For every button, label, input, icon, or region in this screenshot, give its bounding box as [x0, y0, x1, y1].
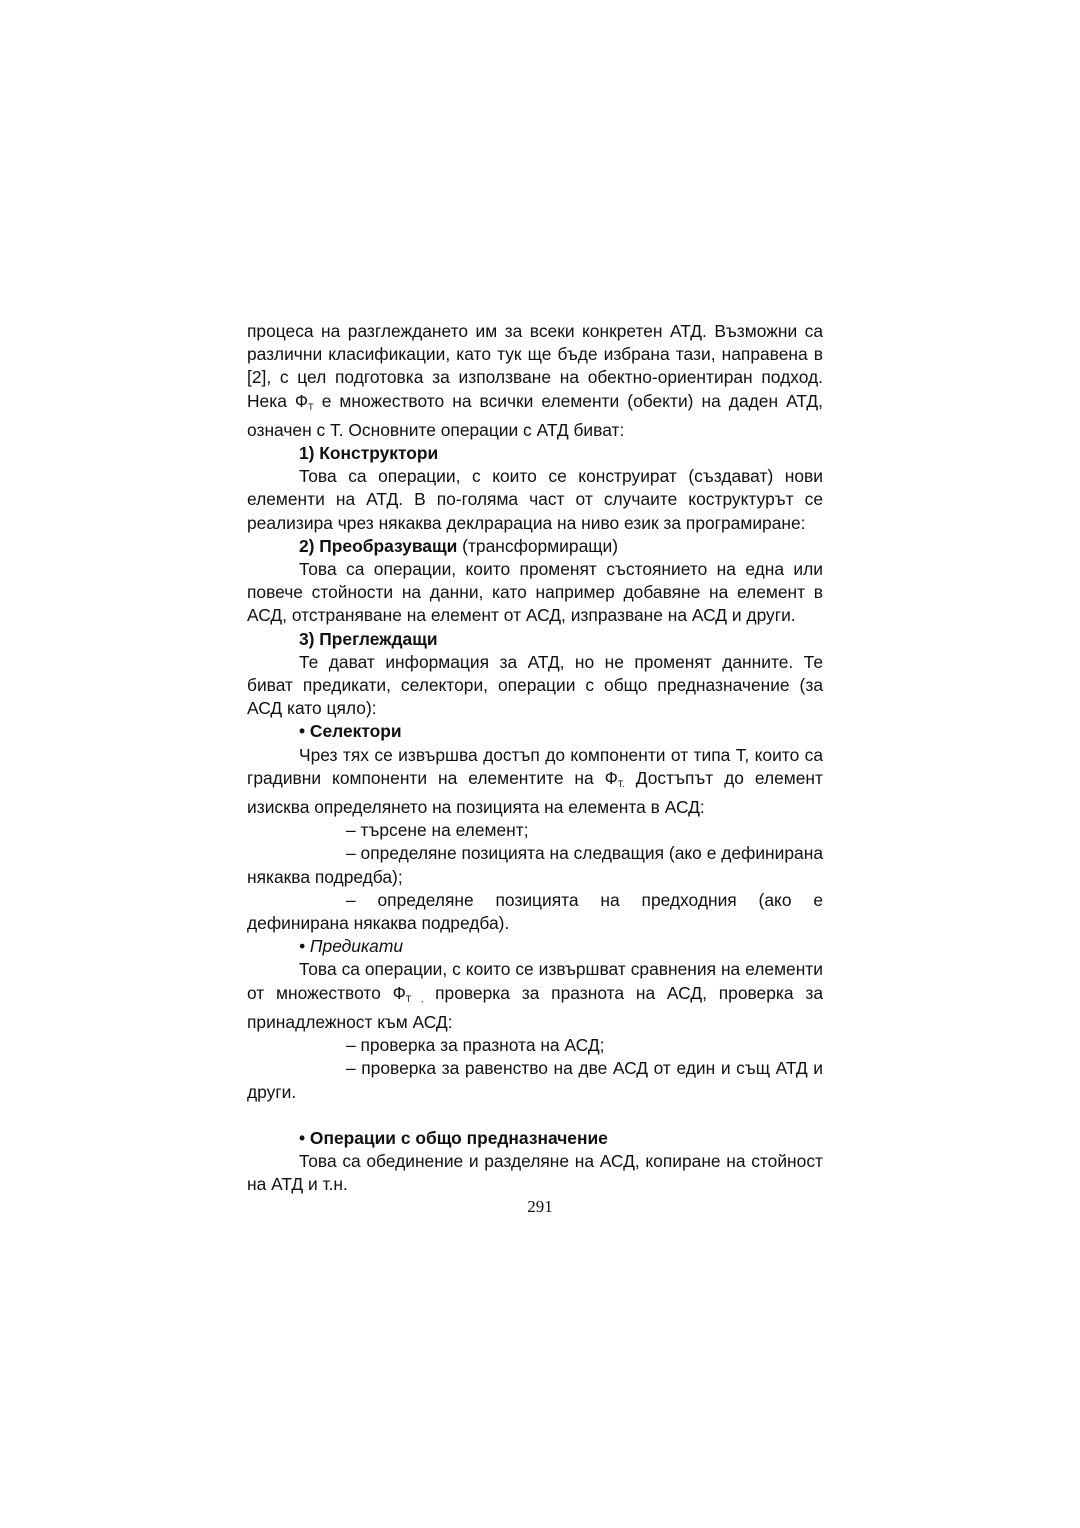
heading-constructors: 1) Конструктори [299, 443, 439, 464]
paragraph-selectors: Чрез тях се извършва достъп до компоненти от типа Т, които са градивни компоненти на елементите на $Ф_{Т.}$ Достъпът до елемент изисква определянето на позицията на елемента в АСД: [247, 744, 823, 818]
spacer [247, 1104, 823, 1127]
paragraph-general-operations: Това са обединение и разделяне на АСД, копиране на стойност на АТД и т.н. [247, 1150, 823, 1195]
page-number: 291 [527, 1197, 553, 1216]
list-item: – определяне позицията на предходния (ако е дефинирана някаква подредба). [247, 889, 823, 934]
subscript: Т , [405, 993, 424, 1004]
paragraph-transformers: Това са операции, които променят състоянието на една или повече стойности на данни, като например добавяне на елемент в АСД, отстраняване на елемент от АСД, изпразване на АСД и други. [247, 559, 823, 626]
paragraph-constructors: Това са операции, с които се конструират (създават) нови елементи на АТД. В по-голяма част от случаите коструктурът се реализира чрез някаква деклрарациа на ниво език за програмиране: [247, 466, 823, 533]
paragraph-observers: Те дават информация за АТД, но не променят данните. Те биват предикати, селектори, операции с общо предназначение (за АСД като цяло): [247, 651, 823, 719]
text-block [247, 320, 823, 1196]
heading-observers: 3) Преглеждащи [299, 628, 438, 649]
list-item: – проверка за празнота на АСД; [346, 1035, 605, 1056]
heading-transformers: 2) Преобразуващи (трансформиращи) [299, 535, 619, 556]
subscript: Т [308, 401, 314, 412]
heading-predicates: • Предикати [299, 936, 403, 957]
list-item: – търсене на елемент; [346, 820, 529, 841]
heading-selectors: • Селектори [299, 721, 402, 742]
list-item: – определяне позицията на следващия (ако е дефинирана някаква подредба); [247, 843, 823, 887]
paragraph-predicates: Това са операции, с които се извършват сравнения на елементи от множеството $Ф_{Т ,}$ проверка за празнота на АСД, проверка за принадлежност към АСД: [247, 959, 823, 1032]
list-item: – проверка за равенство на две АСД от един и същ АТД и други. [247, 1058, 823, 1102]
heading-general-operations: • Операции с общо предназначение [299, 1127, 608, 1148]
subscript: Т. [617, 778, 625, 789]
intro-paragraph: процеса на разглеждането им за всеки конкретен АТД. Възможни са различни класификации, като тук ще бъде избрана тази, направена в [2], с цел подготовка за използване на обектно-ориентиран подход. Нека $Ф_Т$ е множеството на всички елементи (обекти) на даден АТД, означен с Т. Основните операции с АТД биват: [247, 321, 823, 440]
